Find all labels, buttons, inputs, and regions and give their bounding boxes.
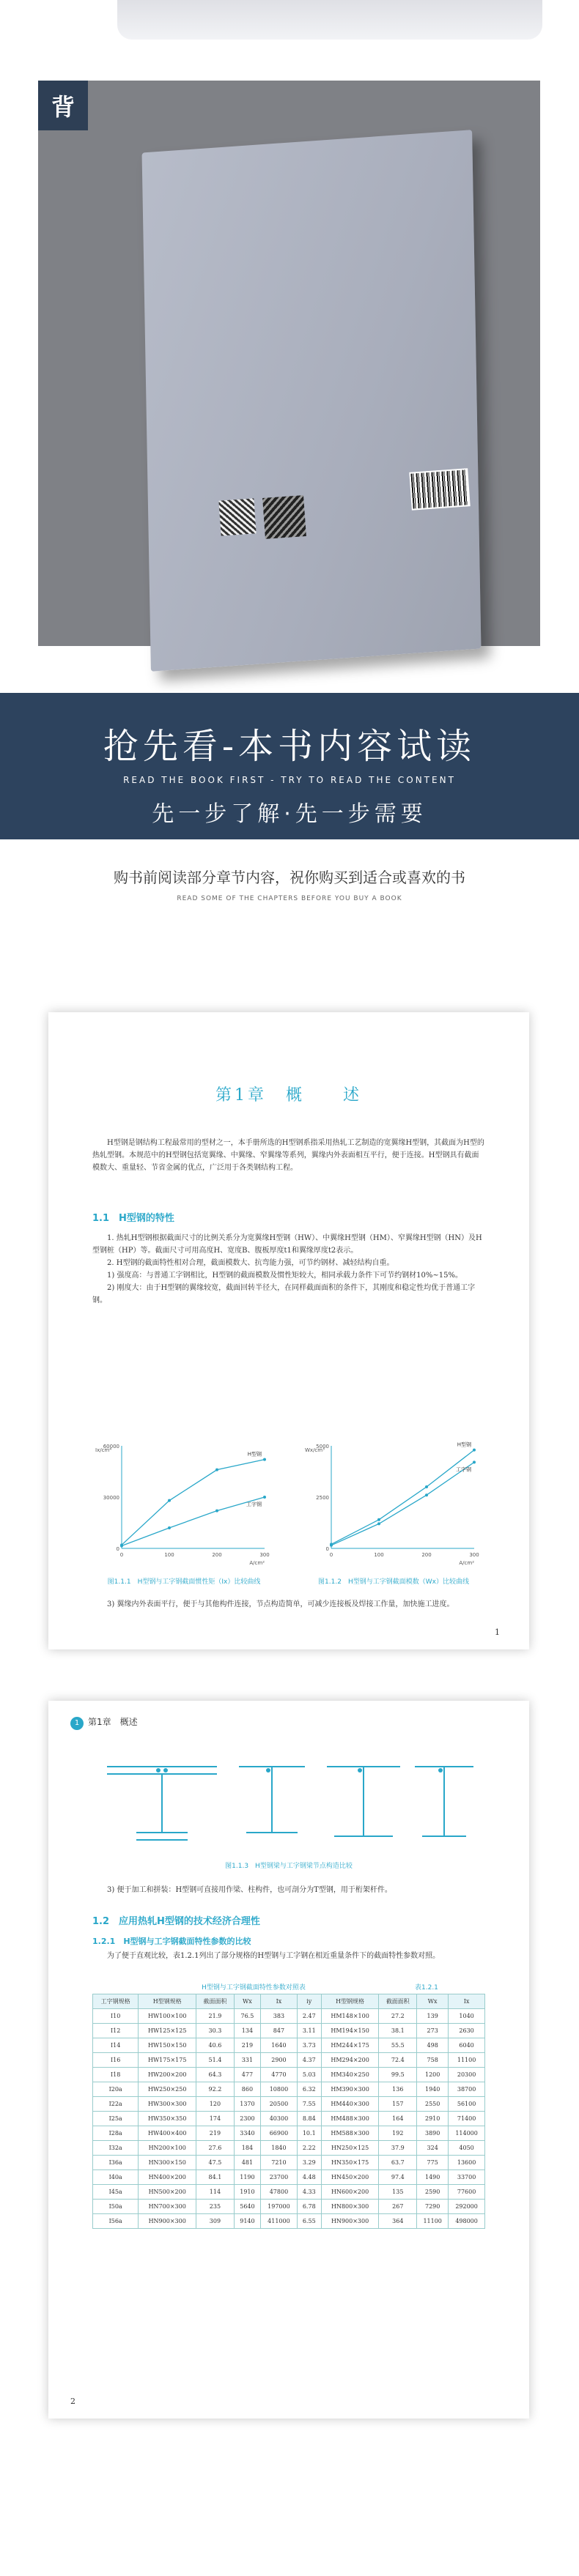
qr-code-icon [218,498,256,535]
table-cell: 20500 [261,2097,298,2112]
table-row [93,2126,485,2141]
table-cell: 27.2 [379,2009,417,2024]
table-cell: 2590 [417,2185,449,2200]
table-cell: HN200×100 [139,2141,196,2156]
table-cell: I12 [93,2024,139,2038]
table-cell: 135 [379,2185,417,2200]
intro-text: 购书前阅读部分章节内容，祝你购买到适合或喜欢的书 [114,869,465,886]
table-cell: 6.32 [297,2082,321,2097]
table-cell: 164 [379,2112,417,2126]
table-title: H型钢与工字钢截面特性参数对照表 [202,1984,306,1992]
table-cell: 1940 [417,2082,449,2097]
table-cell: 10.1 [297,2126,321,2141]
table-number: 表1.2.1 [415,1984,438,1992]
table-cell: 2.22 [297,2141,321,2156]
table-cell: 4.33 [297,2185,321,2200]
table-cell: 33700 [449,2170,485,2185]
table-cell: HM244×175 [321,2038,379,2053]
table-cell: HW350×350 [139,2112,196,2126]
table-cell: 47.5 [196,2156,235,2170]
table-cell: 134 [234,2024,260,2038]
series-line [122,1497,265,1546]
table-cell: HM194×150 [321,2024,379,2038]
table-cell: HM440×300 [321,2097,379,2112]
table-cell: HN700×300 [139,2200,196,2214]
table-cell: 63.7 [379,2156,417,2170]
table-cell: 7210 [261,2156,298,2170]
table-header-cell: 截面面积 [379,1994,417,2009]
y-tick-label: 5000 [316,1444,329,1450]
x-tick-label: 200 [421,1552,432,1558]
table-cell: HN350×175 [321,2156,379,2170]
table-cell: HN450×200 [321,2170,379,2185]
table-row [93,2024,485,2038]
table-cell: 120 [196,2097,235,2112]
table-cell: 292000 [449,2200,485,2214]
table-cell: HM294×200 [321,2053,379,2068]
table-cell: 1200 [417,2068,449,2082]
table-cell: 775 [417,2156,449,2170]
previous-image-remnant [0,0,579,53]
table-cell: 860 [234,2082,260,2097]
table-cell: 2900 [261,2053,298,2068]
table-row [93,2141,485,2156]
table-cell: 273 [417,2024,449,2038]
paragraph: 2) 刚度大：由于H型钢的翼缘较宽，截面回转半径大，在同样截面面积的条件下，其刚度和稳定性均优于普通工字钢。 [92,1284,476,1304]
table-header-cell: Ix [449,1994,485,2009]
table-cell: 192 [379,2126,417,2141]
chart-1-caption: 图1.1.1 H型钢与工字钢截面惯性矩（Ix）比较曲线 [107,1578,261,1586]
table-cell: 3.11 [297,2024,321,2038]
table-cell: HW300×300 [139,2097,196,2112]
table-cell: 4050 [449,2141,485,2156]
table-cell: HN500×200 [139,2185,196,2200]
table-cell: 40.6 [196,2038,235,2053]
table-cell: 2630 [449,2024,485,2038]
series-label: 工字钢 [246,1502,262,1507]
y-axis-label: Wx/cm³ [305,1447,325,1453]
table-cell: 11100 [449,2053,485,2068]
table-cell: 64.3 [196,2068,235,2082]
paragraph: 1. 热轧H型钢根据截面尺寸的比例关系分为宽翼缘H型钢（HW）、中翼缘H型钢（HM）、窄翼缘H型钢（HN）及H型钢桩（HP）等。截面尺寸可用高度H、宽度B、腹板厚度t1和翼缘厚度t2表示。 [92,1234,482,1255]
table-cell: 84.1 [196,2170,235,2185]
table-cell: 51.4 [196,2053,235,2068]
table-cell: 77600 [449,2185,485,2200]
table-cell: I40a [93,2170,139,2185]
table-cell: 6.78 [297,2200,321,2214]
table-cell: 174 [196,2112,235,2126]
table-cell: I16 [93,2053,139,2068]
body-text-block [92,1884,485,1896]
running-head [70,1715,138,1730]
x-tick-label: 200 [212,1552,222,1558]
table-caption-row [92,1982,485,1992]
table-cell: HW150×150 [139,2038,196,2053]
data-point [425,1485,428,1488]
table-cell: 1840 [261,2141,298,2156]
table-cell: 411000 [261,2214,298,2229]
table-cell: 364 [379,2214,417,2229]
table-cell: 1370 [234,2097,260,2112]
x-axis-label: A/cm² [249,1560,265,1566]
table-cell: 66900 [261,2126,298,2141]
section-title: 1.1 H型钢的特性 [92,1213,174,1224]
table-cell: 157 [379,2097,417,2112]
chart-1-svg [92,1437,276,1576]
table-row [93,2156,485,2170]
table-cell: 11100 [417,2214,449,2229]
table-cell: HM340×250 [321,2068,379,2082]
table-cell: 1640 [261,2038,298,2053]
table-row [93,2068,485,2082]
table-cell: HN900×300 [321,2214,379,2229]
y-tick-label: 0 [325,1546,329,1552]
qr-code-icon [262,495,306,539]
y-axis-label: Ix/cm⁴ [95,1447,112,1453]
chart-2-svg [302,1437,485,1576]
preview-banner [0,693,579,839]
section-title: 1.2 应用热轧H型钢的技术经济合理性 [92,1916,260,1927]
x-axis-label: A/cm² [459,1560,474,1566]
back-cover-tag: 背 [38,81,88,130]
x-tick-label: 100 [164,1552,174,1558]
paragraph: 为了便于直观比较，表1.2.1列出了部分规格的H型钢与工字钢在相近重量条件下的截面特性参数对照。 [107,1952,440,1960]
data-point [168,1499,171,1502]
table-cell: 847 [261,2024,298,2038]
table-cell: HM390×300 [321,2082,379,2097]
table-cell: I14 [93,2038,139,2053]
table-cell: HN250×125 [321,2141,379,2156]
chart-1 [92,1437,276,1586]
table-cell: 13600 [449,2156,485,2170]
banner-subtitle: READ THE BOOK FIRST - TRY TO READ THE CONTENT [123,775,456,785]
back-cover-section [0,53,579,668]
table-cell: I18 [93,2068,139,2082]
table-row [93,2009,485,2024]
table-cell: 4770 [261,2068,298,2082]
table-cell: HM148×100 [321,2009,379,2024]
remnant-slab [117,0,542,40]
table-cell: HM488×300 [321,2112,379,2126]
table-cell: 5.03 [297,2068,321,2082]
table-cell: HW125×125 [139,2024,196,2038]
y-tick-label: 60000 [103,1444,119,1450]
chart-2 [302,1437,485,1586]
table-cell: I28a [93,2126,139,2141]
table-cell: 20300 [449,2068,485,2082]
table-cell: 9140 [234,2214,260,2229]
table-cell: 4.37 [297,2053,321,2068]
banner-title: 抢先看-本书内容试读 [103,726,476,767]
body-text-block [92,1950,485,1962]
data-point [263,1496,266,1499]
paragraph: 1) 强度高：与普通工字钢相比，H型钢的截面模数及惯性矩较大，相同承载力条件下可节约钢材10%~15%。 [107,1272,462,1280]
table-cell: 3.29 [297,2156,321,2170]
table-cell: I56a [93,2214,139,2229]
table-cell: HN900×300 [139,2214,196,2229]
beam-connection-diagram [92,1745,485,1855]
table-cell: HW200×200 [139,2068,196,2082]
table-cell: HN300×150 [139,2156,196,2170]
table-cell: HN800×300 [321,2200,379,2214]
table-cell: 30.3 [196,2024,235,2038]
data-point [377,1518,380,1521]
table-cell: I10 [93,2009,139,2024]
table-row [93,2082,485,2097]
table-cell: 267 [379,2200,417,2214]
table-cell: 383 [261,2009,298,2024]
table-cell: I25a [93,2112,139,2126]
data-point [330,1544,333,1547]
paragraph: 3) 便于加工和拼装：H型钢可直接用作梁、柱构件，也可剖分为T型钢，用于桁架杆件。 [107,1886,392,1894]
table-cell: 38.1 [379,2024,417,2038]
table-cell: 2300 [234,2112,260,2126]
table-cell: 72.4 [379,2053,417,2068]
table-header-cell: H型钢规格 [139,1994,196,2009]
book-page-1 [48,1012,529,1649]
table-cell: 99.5 [379,2068,417,2082]
intro-subtext: READ SOME OF THE CHAPTERS BEFORE YOU BUY A BOOK [177,895,402,902]
table-cell: 38700 [449,2082,485,2097]
table-cell: 3890 [417,2126,449,2141]
paragraph: 3) 翼缘内外表面平行，便于与其他构件连接，节点构造简单，可减少连接板及焊接工作量，加快施工进度。 [107,1600,454,1608]
table-header-cell: 工字钢规格 [93,1994,139,2009]
y-tick-label: 30000 [103,1495,119,1501]
body-text-block [92,1598,485,1611]
table-cell: I45a [93,2185,139,2200]
table-cell: 6040 [449,2038,485,2053]
data-point [120,1545,123,1548]
table-cell: 3.73 [297,2038,321,2053]
intro-paragraph-block [92,1137,485,1174]
x-tick-label: 0 [329,1552,333,1558]
table-cell: 1910 [234,2185,260,2200]
table-cell: HN600×200 [321,2185,379,2200]
table-header-cell: Ix [261,1994,298,2009]
chart-2-caption: 图1.1.2 H型钢与工字钢截面模数（Wx）比较曲线 [318,1578,469,1586]
data-point [473,1449,476,1452]
table-cell: 7.55 [297,2097,321,2112]
table-cell: 758 [417,2053,449,2068]
table-cell: HW175×175 [139,2053,196,2068]
table-cell: HW400×400 [139,2126,196,2141]
book-back-cover [142,130,482,672]
table-header-cell: iy [297,1994,321,2009]
table-cell: 114 [196,2185,235,2200]
data-point [425,1493,428,1496]
table-cell: 7290 [417,2200,449,2214]
table-cell: 235 [196,2200,235,2214]
series-line [122,1460,265,1545]
chapter-badge: 1 [70,1717,84,1730]
x-tick-label: 300 [259,1552,270,1558]
table-header-row [93,1994,485,2009]
table-cell: 139 [417,2009,449,2024]
x-tick-label: 0 [119,1552,124,1558]
table-cell: 136 [379,2082,417,2097]
table-cell: 219 [234,2038,260,2053]
table-cell: 184 [234,2141,260,2156]
table-row [93,2038,485,2053]
table-body [93,2009,485,2229]
subsection-title: 1.2.1 H型钢与工字钢截面特性参数的比较 [92,1937,251,1946]
series-line [331,1450,474,1545]
series-label: 工字钢 [456,1466,471,1473]
table-cell: HW100×100 [139,2009,196,2024]
table-header-cell: 截面面积 [196,1994,235,2009]
table-cell: 76.5 [234,2009,260,2024]
table-cell: 92.2 [196,2082,235,2097]
table-cell: 324 [417,2141,449,2156]
table-cell: 1190 [234,2170,260,2185]
table-cell: 37.9 [379,2141,417,2156]
data-point [377,1522,380,1525]
table-cell: 40300 [261,2112,298,2126]
y-tick-label: 2500 [316,1495,329,1501]
table-cell: I36a [93,2156,139,2170]
table-cell: I32a [93,2141,139,2156]
table-cell: 2550 [417,2097,449,2112]
table-cell: 5640 [234,2200,260,2214]
table-row [93,2097,485,2112]
table-cell: I22a [93,2097,139,2112]
banner-slogan: 先一步了解·先一步需要 [152,801,427,827]
table-row [93,2185,485,2200]
running-head-text: 第1章 概述 [88,1717,138,1727]
table-cell: 1040 [449,2009,485,2024]
table-row [93,2112,485,2126]
table-row [93,2053,485,2068]
book-page-2 [48,1701,529,2419]
table-cell: 481 [234,2156,260,2170]
table-cell: 23700 [261,2170,298,2185]
data-point [215,1469,218,1471]
table-cell: 27.6 [196,2141,235,2156]
table-cell: 2910 [417,2112,449,2126]
body-text-block [92,1232,485,1307]
table-cell: 309 [196,2214,235,2229]
table-cell: I20a [93,2082,139,2097]
series-label: H型钢 [247,1451,262,1458]
table-cell: HW250×250 [139,2082,196,2097]
y-tick-label: 0 [116,1546,119,1552]
section-properties-table [92,1994,485,2229]
table-cell: 1490 [417,2170,449,2185]
chapter-title: 第1章 概 述 [215,1086,362,1105]
data-point [168,1526,171,1529]
table-cell: 219 [196,2126,235,2141]
paragraph: 2. H型钢的截面特性相对合理，截面模数大、抗弯能力强，可节约钢材、减轻结构自重。 [107,1259,394,1267]
table-header-cell: H型钢规格 [321,1994,379,2009]
table-cell: 197000 [261,2200,298,2214]
table-cell: 47800 [261,2185,298,2200]
table-row [93,2170,485,2185]
table-cell: 2.47 [297,2009,321,2024]
table-cell: 331 [234,2053,260,2068]
x-tick-label: 300 [469,1552,479,1558]
table-cell: 21.9 [196,2009,235,2024]
table-cell: 4.48 [297,2170,321,2185]
table-cell: 10800 [261,2082,298,2097]
barcode-icon [409,468,470,510]
page-number: 2 [70,2397,75,2406]
table-cell: 114000 [449,2126,485,2141]
paragraph: H型钢是钢结构工程最常用的型材之一，本手册所选的H型钢系指采用热轧工艺制造的宽翼缘H型钢，其截面为H型的热轧型钢。本规范中的H型钢包括宽翼缘、中翼缘、窄翼缘等系列，翼缘内外表面相互平行，便于连接。H型钢具有截面模数大、重量轻、节省金属的优点，广泛用于各类钢结构工程。 [92,1139,484,1172]
data-point [215,1510,218,1512]
table-cell: 71400 [449,2112,485,2126]
table-cell: 3340 [234,2126,260,2141]
table-cell: 498000 [449,2214,485,2229]
diagram-caption: 图1.1.3 H型钢梁与工字钢梁节点构造比较 [225,1863,353,1870]
data-point [263,1458,266,1461]
table-cell: 55.5 [379,2038,417,2053]
table-cell: 8.84 [297,2112,321,2126]
table-row [93,2200,485,2214]
table-header-cell: Wx [417,1994,449,2009]
table-cell: HN400×200 [139,2170,196,2185]
data-point [473,1460,476,1463]
table-cell: HM588×300 [321,2126,379,2141]
table-cell: 6.55 [297,2214,321,2229]
x-tick-label: 100 [374,1552,384,1558]
table-cell: 97.4 [379,2170,417,2185]
table-cell: 56100 [449,2097,485,2112]
table-cell: 498 [417,2038,449,2053]
series-label: H型钢 [457,1441,471,1448]
table-cell: I50a [93,2200,139,2214]
page-number: 1 [495,1627,500,1637]
table-cell: 477 [234,2068,260,2082]
table-row [93,2214,485,2229]
table-header-cell: Wx [234,1994,260,2009]
